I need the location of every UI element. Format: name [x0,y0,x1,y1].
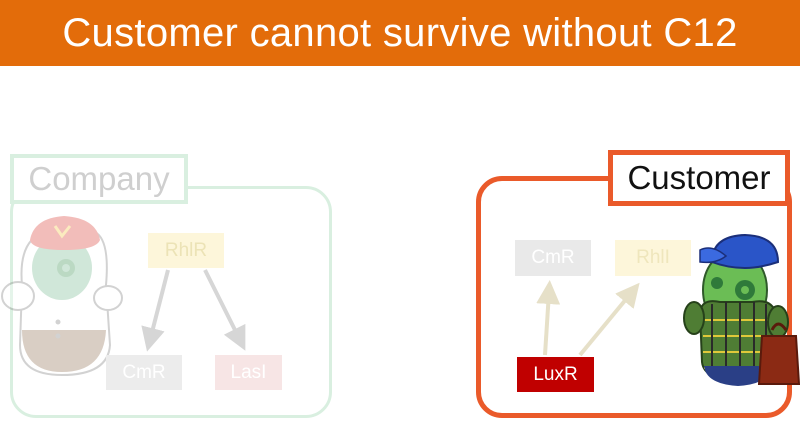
edge-luxr-rhli [580,292,632,355]
chef-bacterium-icon [2,216,122,375]
customer-node-luxr: LuxR [517,357,594,392]
edge-rhlr-lasi [205,270,240,340]
company-node-rhlr: RhlR [148,233,224,268]
customer-label: Customer [608,150,790,206]
company-label: Company [10,154,188,204]
company-node-lasi: LasI [215,355,282,390]
company-node-cmr: CmR [106,355,182,390]
customer-node-cmr: CmR [515,240,591,276]
shopper-bacterium-icon [684,235,799,386]
slide-title: Customer cannot survive without C12 [62,10,738,55]
edge-rhlr-cmr [150,270,168,340]
edge-luxr-cmr [545,292,549,355]
customer-node-rhli: RhlI [615,240,691,276]
